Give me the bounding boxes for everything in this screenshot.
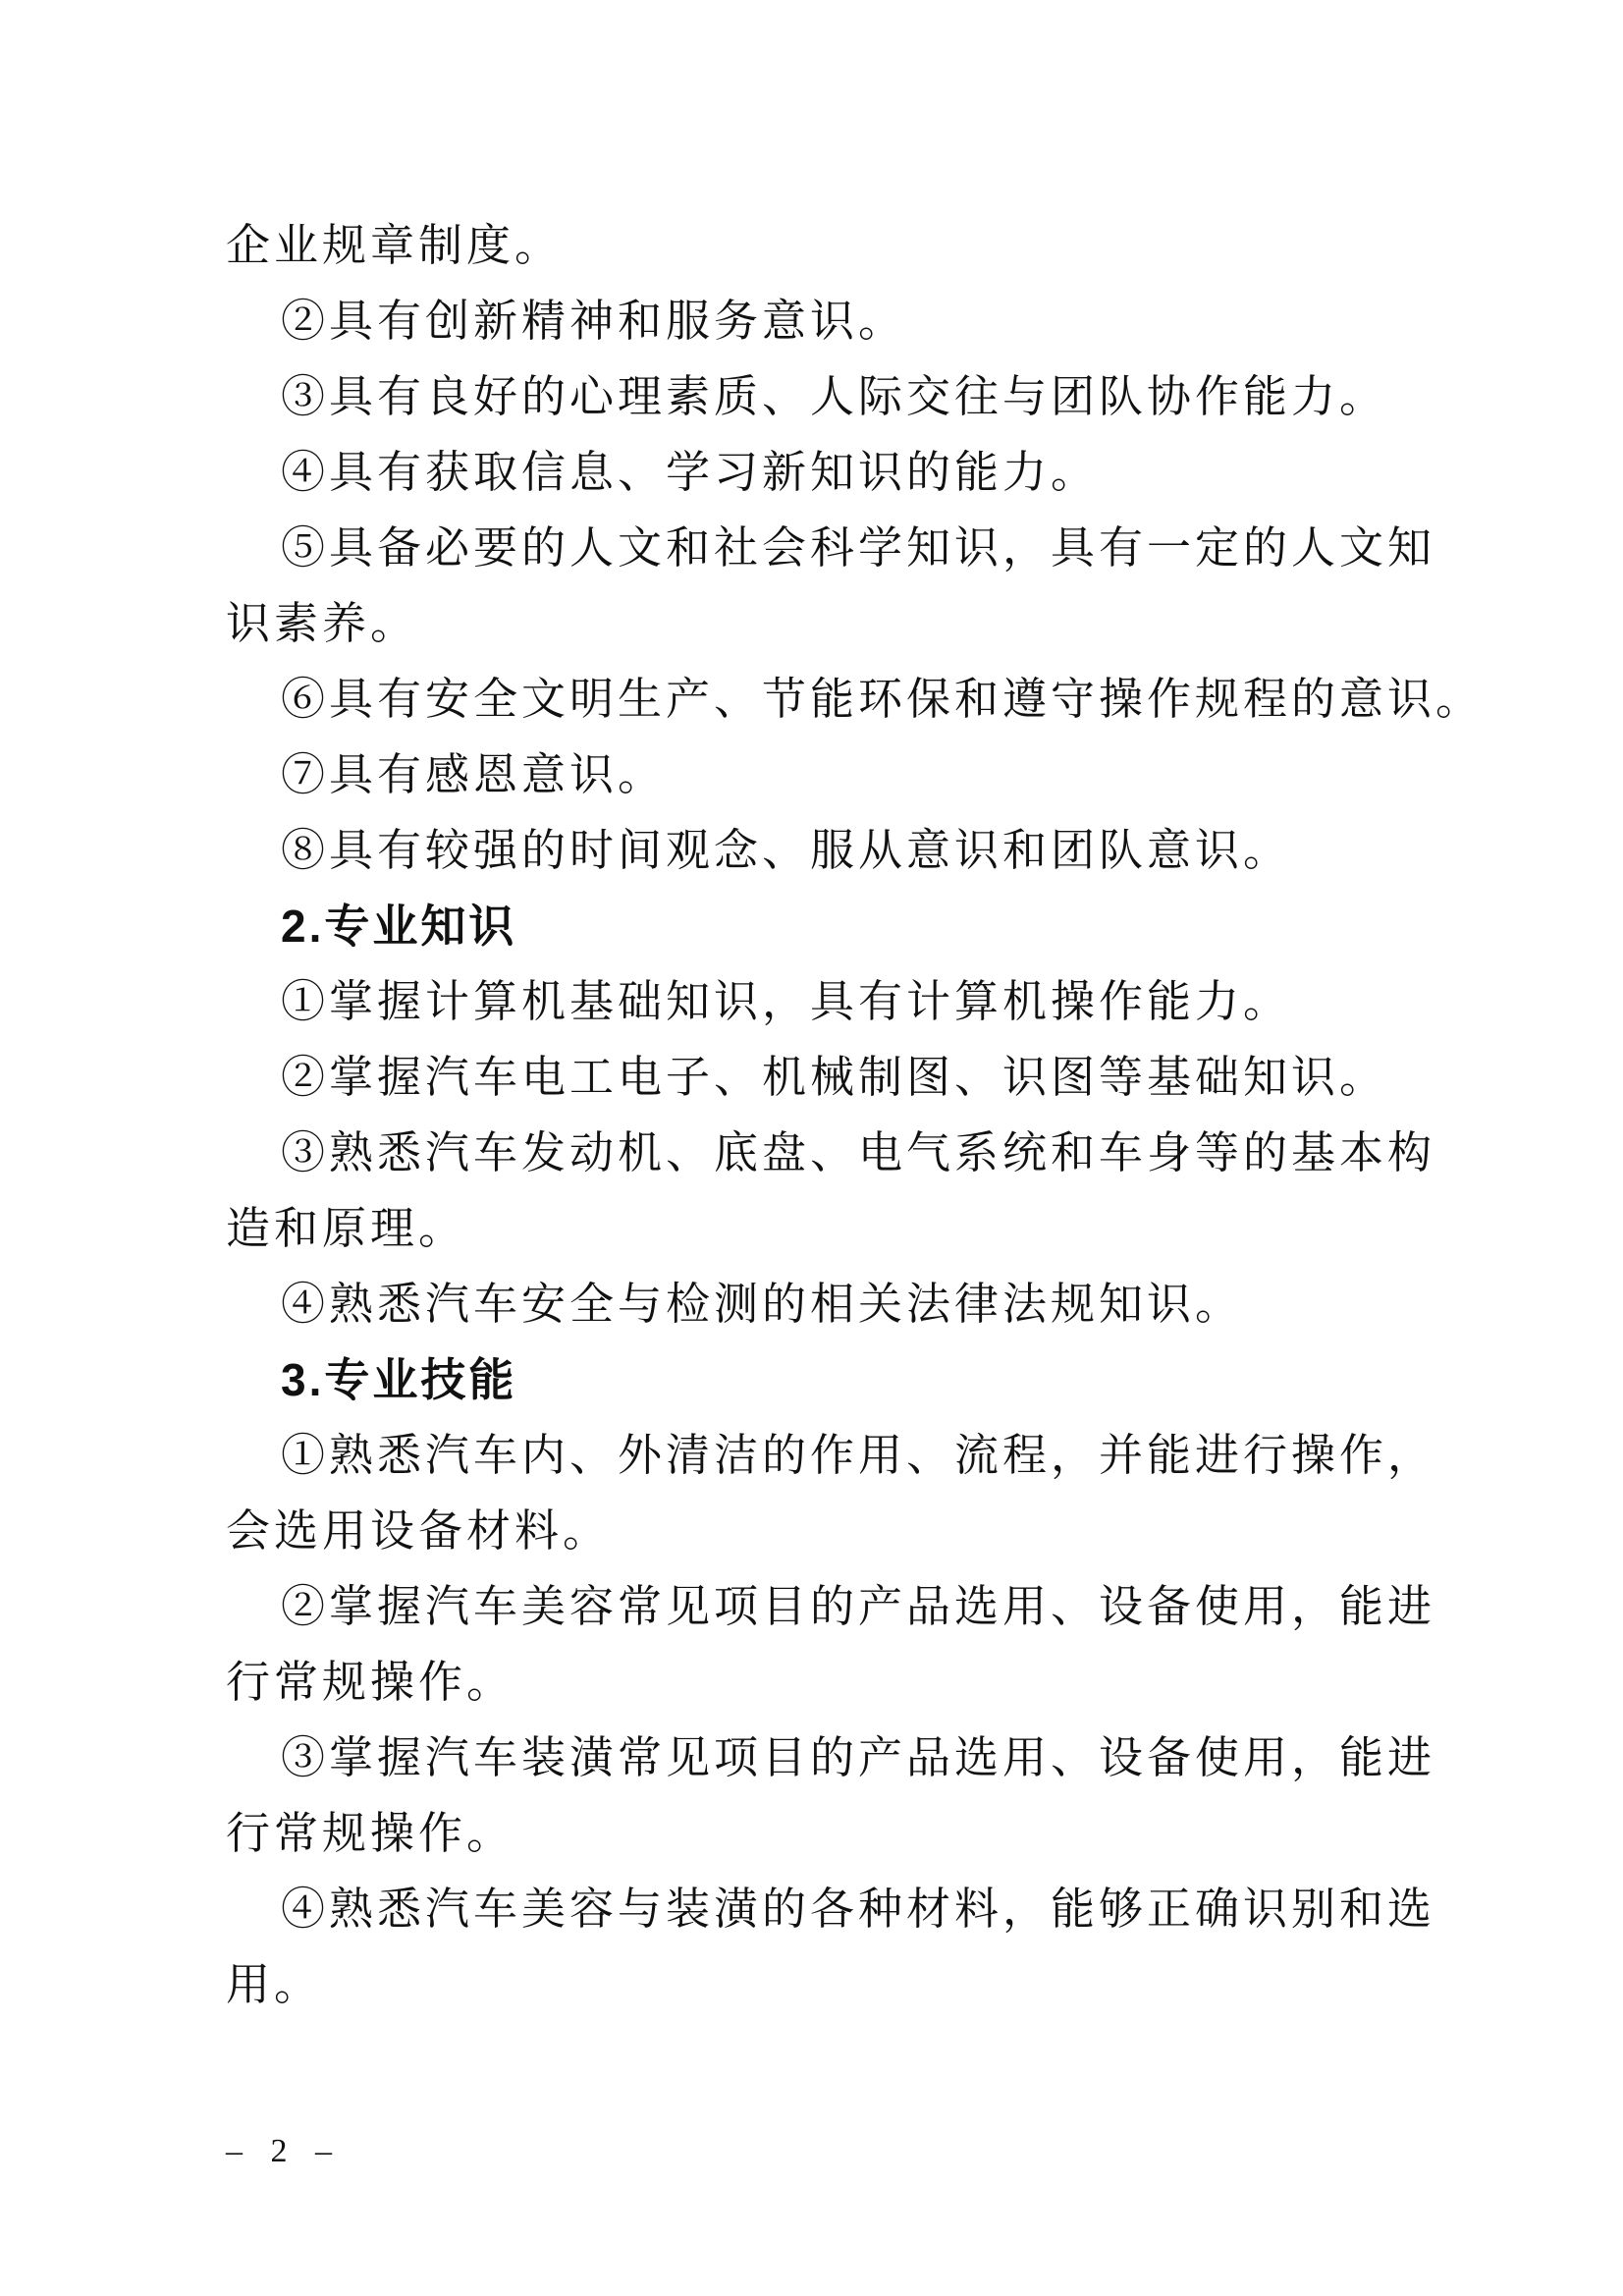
- list-item-1-computer-basics: ①掌握计算机基础知识，具有计算机操作能力。: [281, 977, 1292, 1026]
- text-line: 行常规操作。: [226, 1809, 515, 1858]
- text-line: 用。: [226, 1960, 323, 2009]
- document-body: [226, 208, 1492, 2023]
- list-item-6-safety: ⑥具有安全文明生产、节能环保和遵守操作规程的意识。: [281, 675, 1485, 724]
- list-item-1-cleaning: ①熟悉汽车内、外清洁的作用、流程，并能进行操作，: [281, 1431, 1436, 1480]
- section-heading-professional-knowledge: 2.专业知识: [281, 901, 517, 952]
- text-line: 造和原理。: [226, 1204, 467, 1253]
- text-line: 会选用设备材料。: [226, 1506, 612, 1556]
- list-item-4-safety-regulations: ④熟悉汽车安全与检测的相关法律法规知识。: [281, 1280, 1244, 1329]
- text-line: 识素养。: [226, 599, 419, 648]
- list-item-8-time-awareness: ⑧具有较强的时间观念、服从意识和团队意识。: [281, 826, 1292, 875]
- list-item-3-decoration-products: ③掌握汽车装潢常见项目的产品选用、设备使用，能进: [281, 1733, 1436, 1782]
- page-number: – 2 –: [226, 2133, 342, 2169]
- list-item-2-beauty-products: ②掌握汽车美容常见项目的产品选用、设备使用，能进: [281, 1582, 1436, 1631]
- list-item-7-gratitude: ⑦具有感恩意识。: [281, 750, 667, 799]
- list-item-4-information: ④具有获取信息、学习新知识的能力。: [281, 448, 1100, 497]
- list-item-3-engine-chassis: ③熟悉汽车发动机、底盘、电气系统和车身等的基本构: [281, 1128, 1436, 1177]
- list-item-2-innovation: ②具有创新精神和服务意识。: [281, 297, 907, 346]
- text-line: 企业规章制度。: [226, 221, 564, 270]
- list-item-5-humanities: ⑤具备必要的人文和社会科学知识，具有一定的人文知: [281, 523, 1436, 573]
- list-item-2-auto-electrical: ②掌握汽车电工电子、机械制图、识图等基础知识。: [281, 1053, 1388, 1102]
- section-heading-professional-skills: 3.专业技能: [281, 1354, 517, 1405]
- list-item-3-psychology: ③具有良好的心理素质、人际交往与团队协作能力。: [281, 372, 1388, 421]
- list-item-4-materials: ④熟悉汽车美容与装潢的各种材料，能够正确识别和选: [281, 1885, 1436, 1934]
- text-line: 行常规操作。: [226, 1658, 515, 1707]
